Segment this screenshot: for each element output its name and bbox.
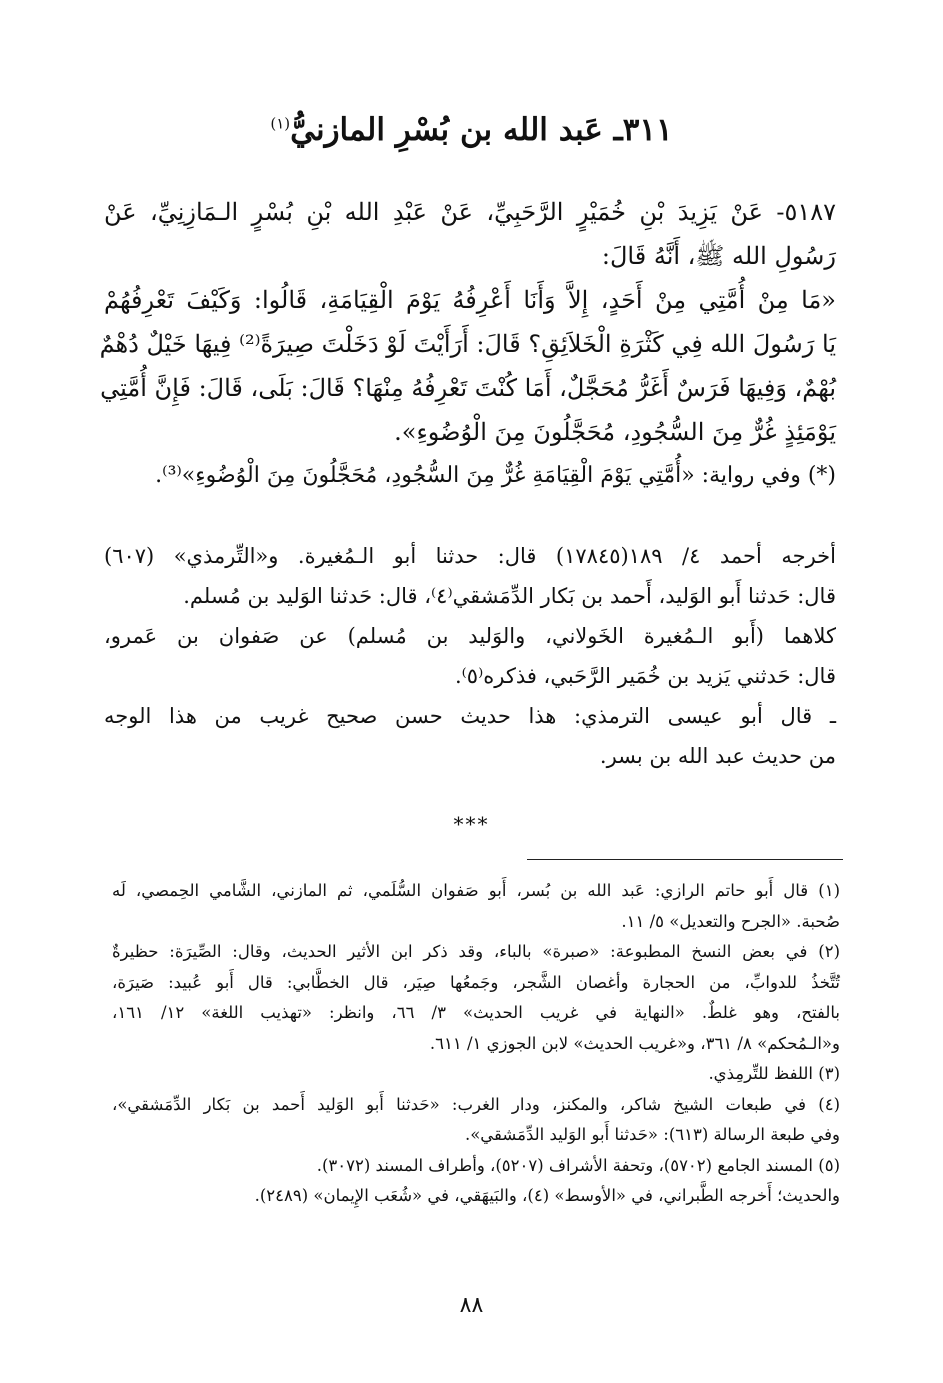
footnote-line: وفي طبعة الرسالة (٦١٣): «حَدثنا أَبو الوَليد الدِّمَشقي». — [464, 1125, 840, 1144]
hadith-text — [99, 190, 836, 498]
takhrij-text — [104, 536, 836, 776]
footnote-line: و«الـمُحكم» ٨/ ٣٦١، و«غريب الحديث» لابن الجوزي ١/ ٦١١. — [429, 1033, 840, 1053]
footnote-line: (٤) في طبعات الشيخ شاكر، والمكنز، ودار الغرب: «حَدثنا أَبو الوَليد أَحمد بن بَكار الدِّمَشقي»، — [112, 1094, 840, 1114]
hadith-line: بُهْمٌ، وَفِيهَا فَرَسٌ أَغَرُّ مُحَجَّلٌ، أَمَا كُنْتَ تَعْرِفُهُ مِنْهَا؟ قَالَ: بَلَى، قَالَ: فَإِنَّ أُمَّتِي — [100, 374, 836, 402]
hadith-line: «مَا مِنْ أُمَّتِي مِنْ أَحَدٍ، إِلاَّ وَأَنَا أَعْرِفُهُ يَوْمَ الْقِيَامَةِ، قَالُوا: وَكَيْفَ تَعْرِفُهُمْ — [104, 286, 836, 314]
page-number: ٨٨ — [459, 1293, 484, 1318]
hadith-line: يَوْمَئِذٍ غُرٌّ مِنَ السُّجُودِ، مُحَجَّلُونَ مِنَ الْوُضُوءِ». — [394, 418, 836, 446]
footnote-line: تُتَّخذُ للدوابِّ، من الحجارة وأغصان الشَّجر، وجَمعُها صِيَر، قال الخطَّابي: قال أَبو عُبيد: صَيرَة، — [112, 972, 840, 992]
footnote-line: (٥) المسند الجامع (٥٧٠٢)، وتحفة الأشراف (٥٢٠٧)، وأطراف المسند (٣٠٧٢). — [316, 1155, 840, 1175]
takhrij-line: قال: حَدثنا أَبو الوَليد، أَحمد بن بَكار الدِّمَشقي⁽٤⁾، قال: حَدثنا الوَليد بن مُسلم. — [183, 584, 836, 608]
footnotes — [112, 876, 840, 1212]
footnote-line: (١) قال أَبو حاتم الرازي: عَبد الله بن بُسر، أَبو صَفوان السُّلَمي، ثم المازني، الشَّامي الحِمصي، لَه — [112, 881, 840, 900]
hadith-line: ٥١٨٧- عَنْ يَزِيدَ بْنِ خُمَيْرٍ الرَّحَبِيِّ، عَنْ عَبْدِ الله بْنِ بُسْرٍ الـمَازِنِيِّ، عَنْ — [104, 198, 836, 226]
takhrij-line: كلاهما (أَبو الـمُغيرة الخَولاني، والوَليد بن مُسلم) عن صَفوان بن عَمرو، — [104, 624, 836, 648]
takhrij-line: من حديث عبد الله بن بسر. — [599, 744, 836, 768]
footnote-line: بالفتح، وهو غلطٌ. «النهاية في غريب الحديث» ٣/ ٦٦، وانظر: «تهذيب اللغة» ١٢/ ١٦١، — [112, 1003, 841, 1022]
hadith-line: يَا رَسُولَ الله فِي كَثْرَةِ الْخَلاَئِقِ؟ قَالَ: أَرَأَيْتَ لَوْ دَخَلْتَ صِيرَةً⁽²⁾ فِيهَا خَيْلٌ دُهْمٌ — [99, 330, 836, 358]
takhrij-line: أخرجه أحمد ٤/ ١٨٩(١٧٨٤٥) قال: حدثنا أبو الـمُغيرة. و«التِّرمذي» (٦٠٧) — [104, 544, 836, 568]
footnote-line: صُحبة. «الجرح والتعديل» ٥/ ١١. — [621, 911, 840, 931]
takhrij-line: ـ قال أبو عيسى الترمذي: هذا حديث حسن صحيح غريب من هذا الوجه — [104, 704, 836, 728]
footnote-line: والحديث؛ أَخرجه الطَّبراني، في «الأوسط» (٤)، والبَيهَقي، في «شُعَب الإِيمان» (٢٤٨٩). — [254, 1186, 840, 1205]
chapter-title — [0, 112, 943, 148]
footnote-line: (٢) في بعض النسخ المطبوعة: «صبرة» بالباء، وقد ذكر ابن الأثير الحديث، وقال: الصِّيرَة: حظيرةٌ — [112, 942, 840, 961]
chapter-title-text: ٣١١ـ عَبد الله بن بُسْرِ المازنيُّ — [290, 112, 673, 148]
hadith-line: رَسُولِ الله ﷺ، أَنَّهُ قَالَ: — [601, 242, 836, 270]
footnote-rule — [527, 859, 843, 860]
footnote-line: (٣) اللفظ للتِّرمِذي. — [708, 1064, 840, 1083]
section-separator: *** — [453, 812, 490, 836]
takhrij-line: قال: حَدثني يَزيد بن خُمَير الرَّحَبي، فذكره⁽٥⁾. — [454, 664, 836, 688]
title-footnote-ref: (١) — [270, 114, 291, 133]
hadith-variant-line: (*) وفي رواية: «أُمَّتِي يَوْمَ الْقِيَامَةِ غُرٌّ مِنَ السُّجُودِ، مُحَجَّلُونَ مِنَ الْوُضُوءِ»⁽³⁾. — [155, 463, 836, 488]
